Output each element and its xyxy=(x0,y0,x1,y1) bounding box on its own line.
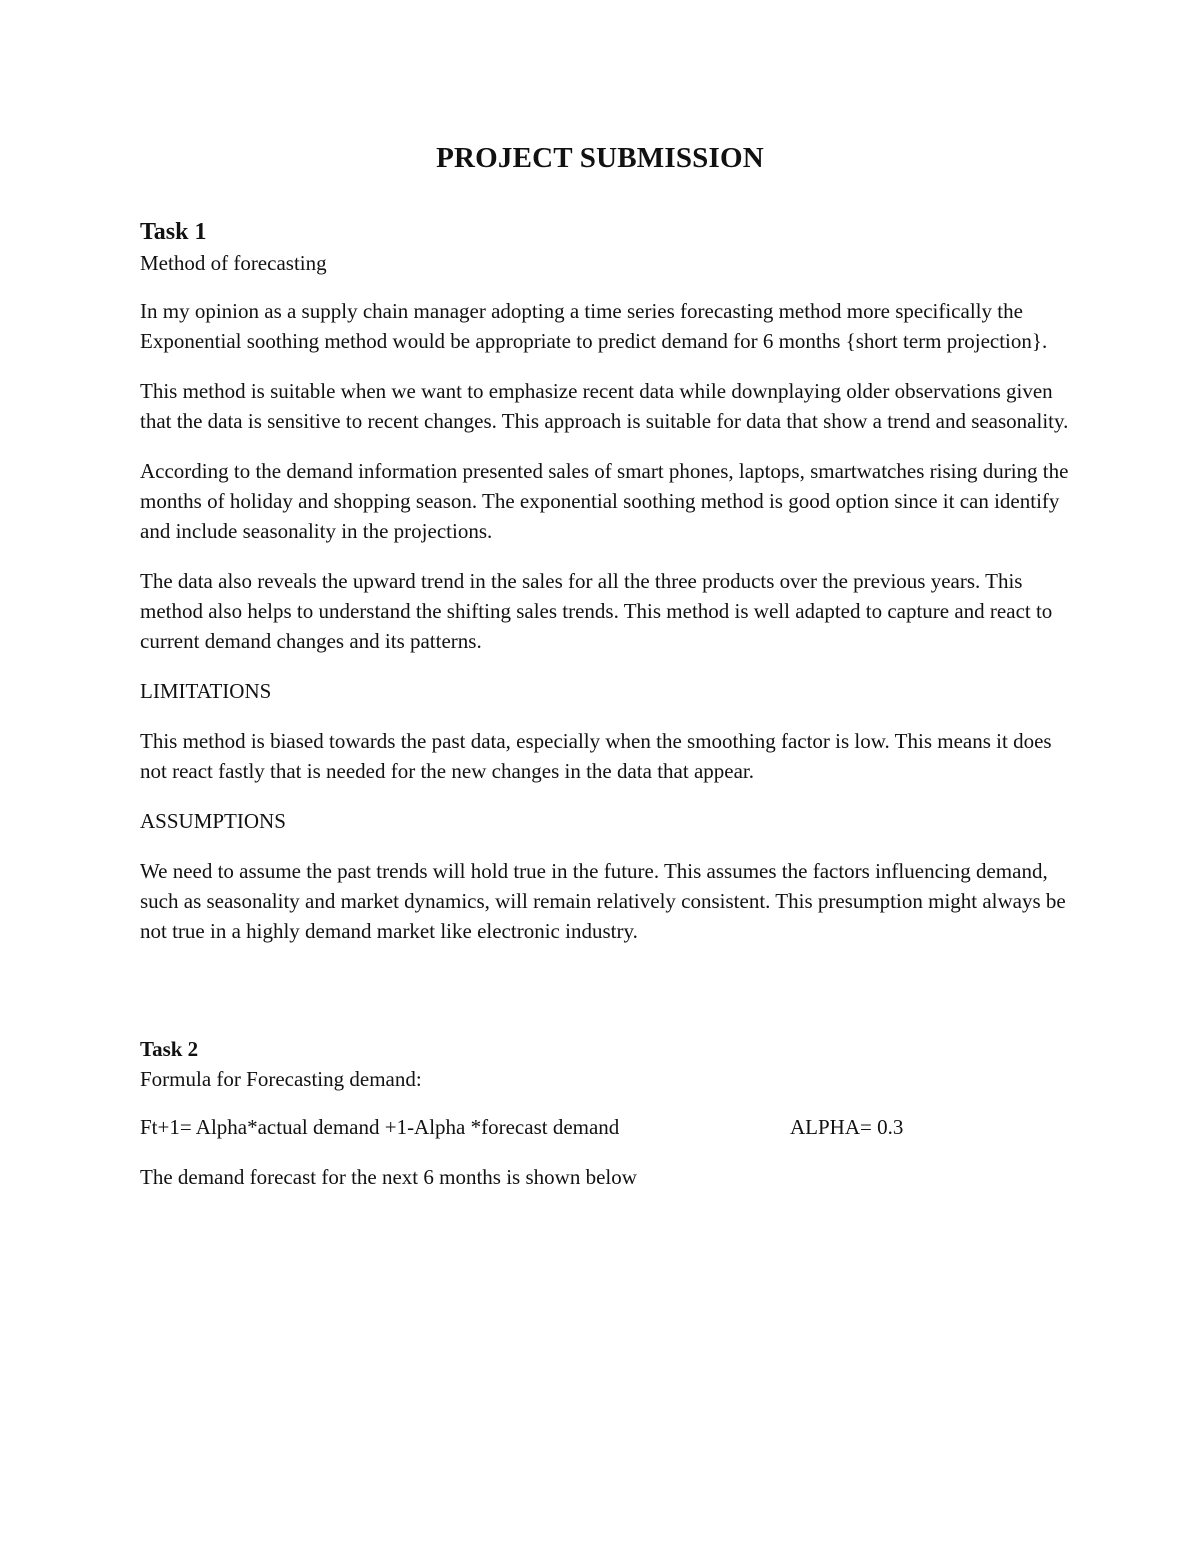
task2-heading: Task 2 xyxy=(140,1037,199,1061)
task1-subheading: Method of forecasting xyxy=(140,251,327,275)
section-spacer xyxy=(140,966,1075,1034)
assumptions-text: We need to assume the past trends will hold true in the future. This assumes the factors influencing demand, such as seasonality and market dynamics, will remain relatively consistent. This presumption might always be not true in a highly demand market like electronic industry. xyxy=(140,859,1066,943)
task2-section xyxy=(140,1034,1075,1192)
document-title: PROJECT SUBMISSION xyxy=(436,142,764,174)
task1-section xyxy=(140,216,1075,946)
task1-paragraph-1: In my opinion as a supply chain manager adopting a time series forecasting method more specifically the Exponential soothing method would be appropriate to predict demand for 6 months {short term projection}. xyxy=(140,299,1048,353)
document-body xyxy=(140,216,1075,1212)
task1-paragraph-4: The data also reveals the upward trend in the sales for all the three products over the previous years. This method also helps to understand the shifting sales trends. This method is well adapted to capture and react to current demand changes and its patterns. xyxy=(140,569,1053,653)
alpha-value: ALPHA= 0.3 xyxy=(790,1115,904,1139)
limitations-text: This method is biased towards the past data, especially when the smoothing factor is low. This means it does not react fastly that is needed for the new changes in the data that appear. xyxy=(140,729,1052,783)
task2-subheading: Formula for Forecasting demand: xyxy=(140,1067,422,1091)
limitations-label: LIMITATIONS xyxy=(140,679,272,703)
task1-paragraph-3: According to the demand information presented sales of smart phones, laptops, smartwatches rising during the months of holiday and shopping season. The exponential soothing method is good option since it can identify and include seasonality in the projections. xyxy=(140,459,1069,543)
formula-row xyxy=(140,1112,1075,1142)
task1-paragraph-2: This method is suitable when we want to emphasize recent data while downplaying older observations given that the data is sensitive to recent changes. This approach is suitable for data that show a trend and seasonality. xyxy=(140,379,1069,433)
task1-heading: Task 1 xyxy=(140,219,207,245)
forecast-formula: Ft+1= Alpha*actual demand +1-Alpha *forecast demand xyxy=(140,1115,620,1139)
task2-closing: The demand forecast for the next 6 months is shown below xyxy=(140,1165,637,1189)
assumptions-label: ASSUMPTIONS xyxy=(140,809,286,833)
